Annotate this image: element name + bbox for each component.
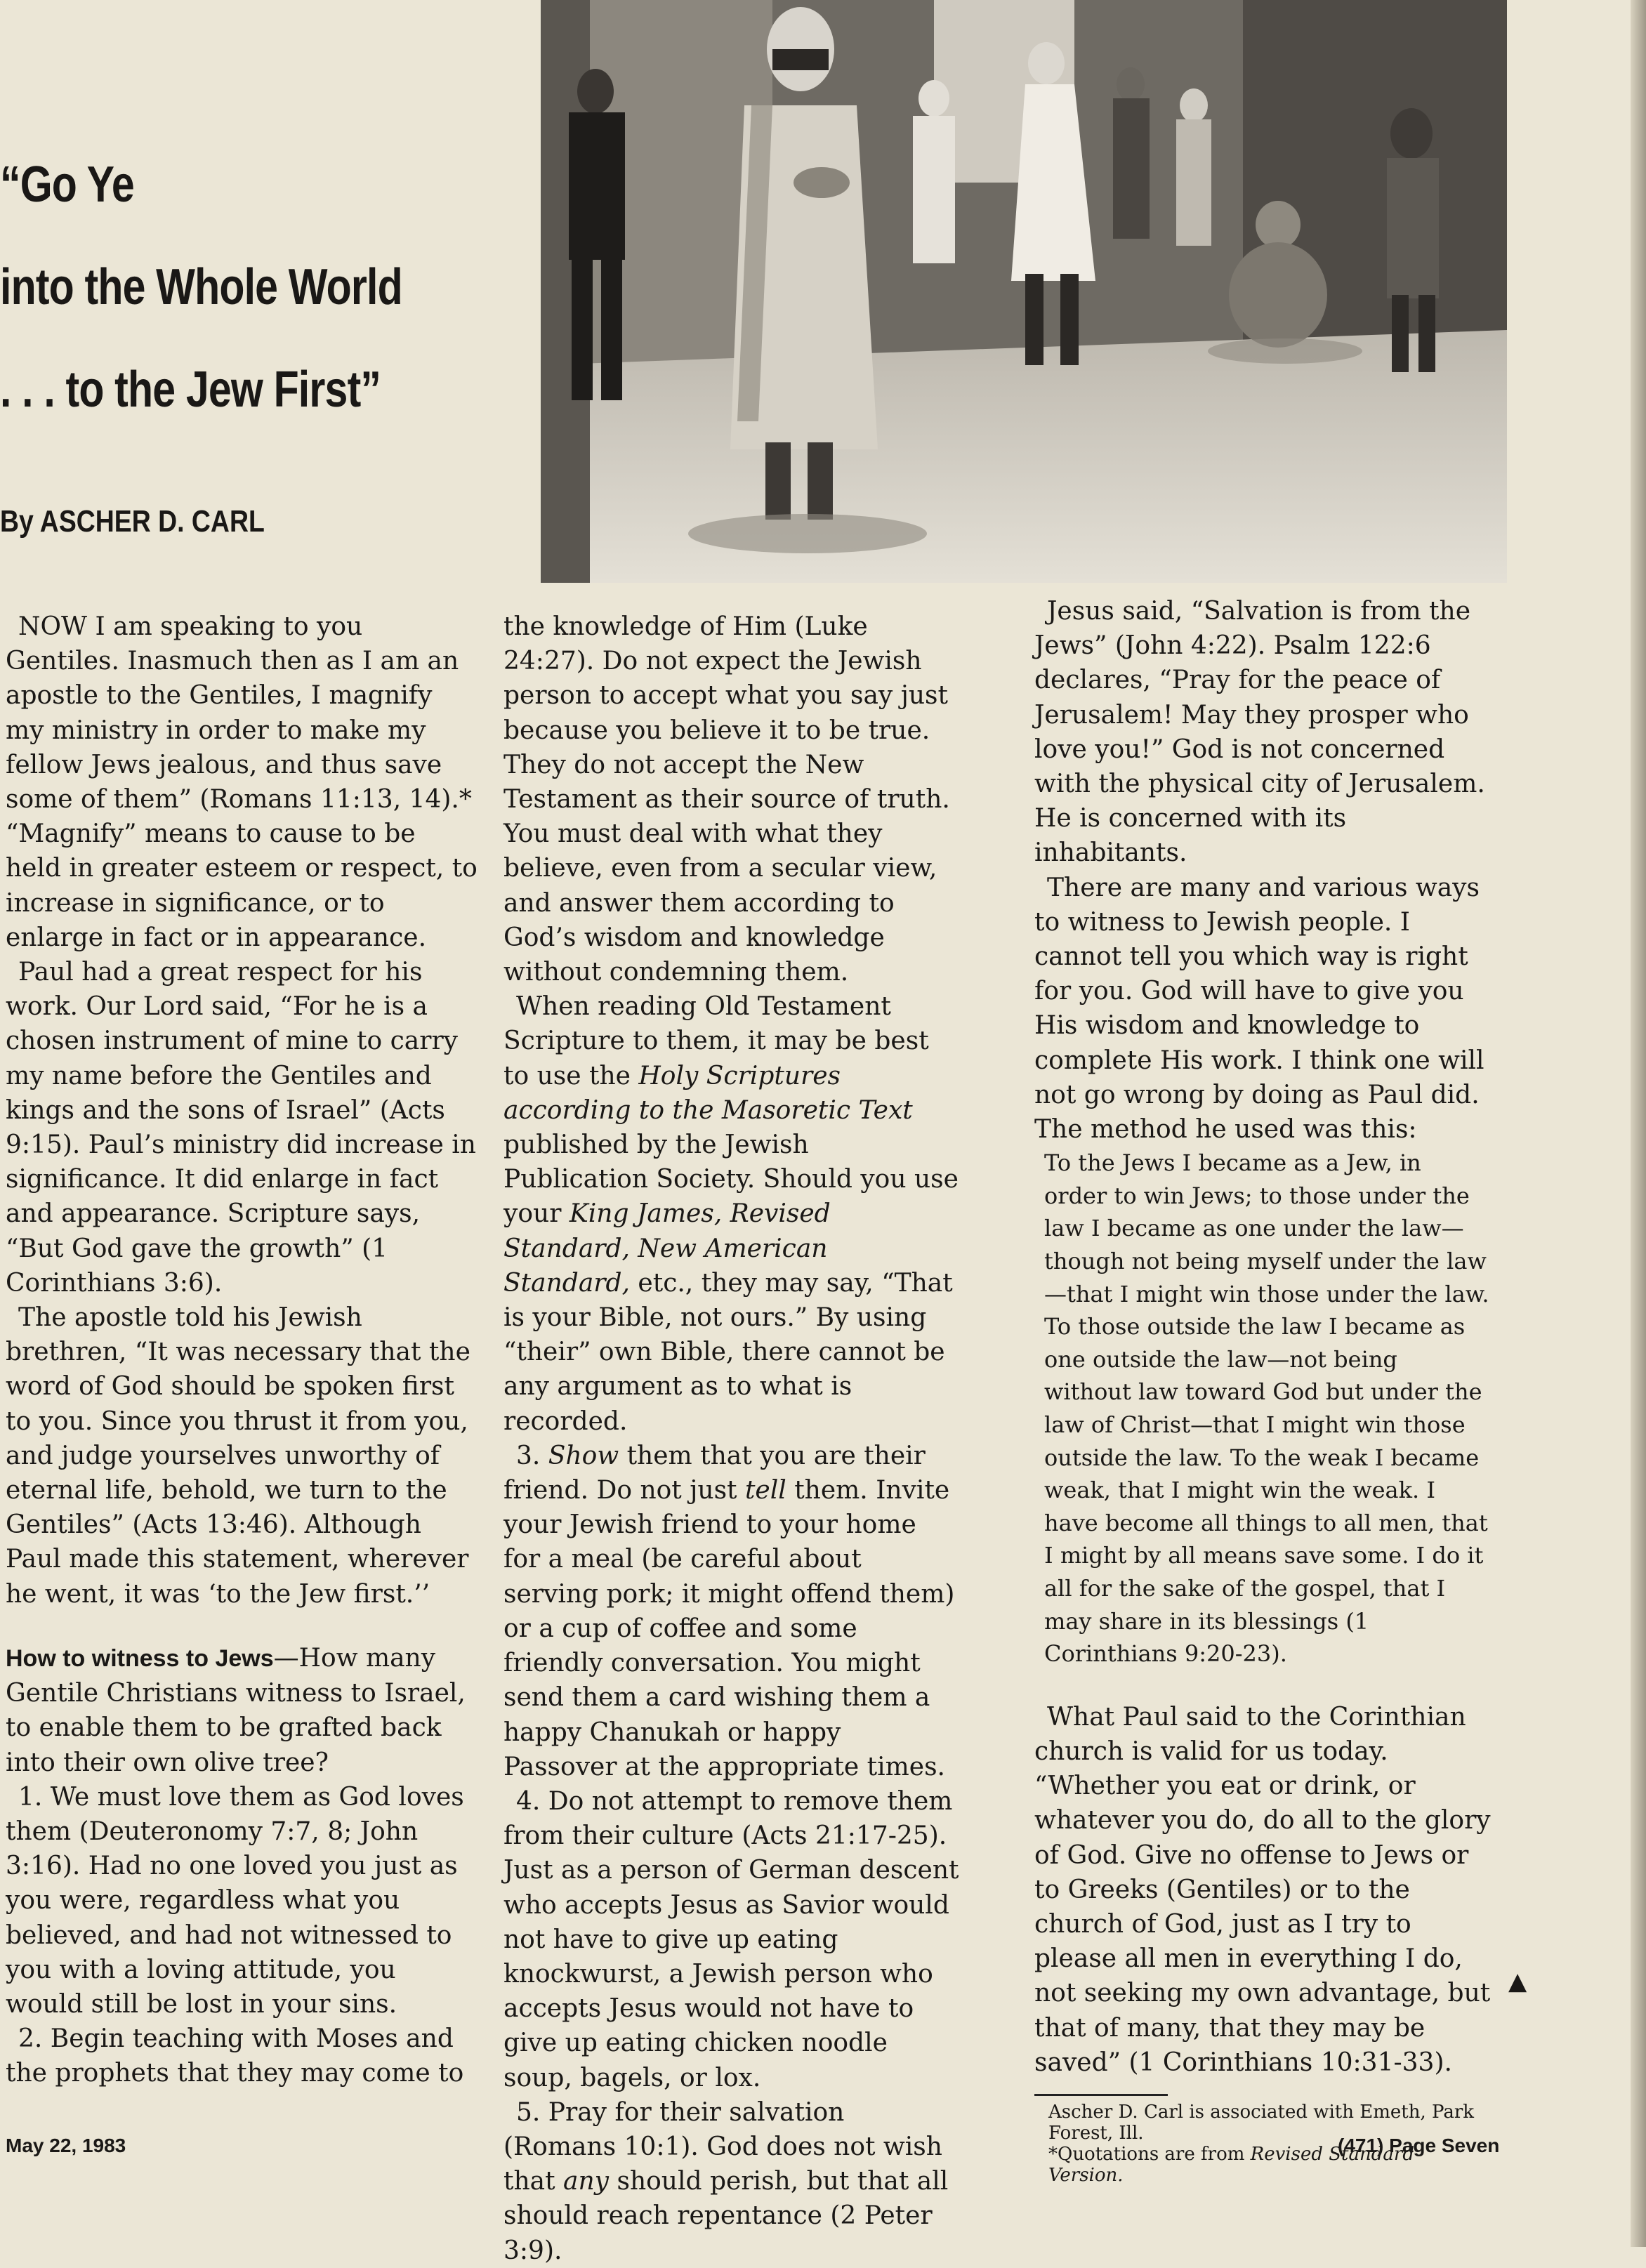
byline: By ASCHER D. CARL	[0, 504, 265, 539]
footnote-rule	[1034, 2094, 1168, 2096]
list-item: 4. Do not attempt to remove them from their culture (Acts 21:17-25). Just as a person of German descent who accepts Jesus as Savior would not have to give up eating knockwurst, a Jewish person who accepts Jesus would not have to give up eating chicken noodle soup, bagels, or lox.	[503, 1786, 959, 2092]
col1-paragraph: The apostle told his Jewish brethren, “It was necessary that the word of God should be spoken first to you. Since you thrust it from you, and judge yourselves unworthy of eternal life, behold, we turn to the Gentiles” (Acts 13:46). Although Paul made this statement, wherever he went, it was ‘to the Jew first.’’	[6, 1303, 470, 1609]
title-line-2: into the Whole World	[0, 259, 402, 315]
list-item: 2. Begin teaching with Moses and the prophets that they may come to	[6, 2024, 464, 2088]
section-lead: —How many Gentile Christians witness to Israel, to enable them to be grafted back into their own olive tree?	[6, 1643, 466, 1777]
list-item: 5. Pray for their salvation (Romans 10:1). God does not wish that any should perish, but that all should reach repentance (2 Peter 3:9).	[503, 2097, 949, 2265]
issue-date: May 22, 1983	[6, 2135, 126, 2156]
block-quote: To the Jews I became as a Jew, in order to win Jews; to those under the law I became as one under the law—though not being myself under the law—that I might win those under the law. To those outside the law I became as one outside the law—not being without law toward God but under the law of Christ—that I might win those outside the law. To the weak I became weak, that I might win the weak. I have become all things to all men, that I might by all means save some. I do it all for the sake of the gospel, that I may share in its blessings (1 Corinthians 9:20-23).	[1044, 1149, 1489, 1668]
text-column-3	[1034, 594, 1491, 2186]
col1-paragraph: NOW I am speaking to you Gentiles. Inasmuch then as I am an apostle to the Gentiles, I magnify my ministry in order to make my fellow Jews jealous, and thus save some of them” (Romans 11:13, 14).* “Magnify” means to cause to be held in greater esteem or respect, to increase in significance, or to enlarge in fact or in appearance.	[6, 612, 478, 952]
page-edge-shadow	[1631, 0, 1646, 2247]
col3-paragraph: There are many and various ways to witness to Jewish people. I cannot tell you which way is right for you. God will have to give you His wisdom and knowledge to complete His work. I think one will not go wrong by doing as Paul did. The method he used was this:	[1034, 873, 1484, 1145]
text-column-1	[6, 609, 478, 2091]
title-line-3: . . . to the Jew First”	[0, 362, 381, 418]
page-number: (471) Page Seven	[1338, 2135, 1500, 2156]
col3-paragraph: Jesus said, “Salvation is from the Jews” (John 4:22). Psalm 122:6 declares, “Pray for the peace of Jerusalem! May they prosper who love you!” God is not concerned with the physical city of Jerusalem. He is concerned with its inhabitants.	[1034, 597, 1485, 868]
col2-paragraph: the knowledge of Him (Luke 24:27). Do not expect the Jewish person to accept what you say just because you believe it to be true. They do not accept the New Testament as their source of truth. You must deal with what they believe, even from a secular view, and answer them according to God’s wisdom and knowledge without condemning them.	[503, 612, 950, 987]
list-item: 1. We must love them as God loves them (Deuteronomy 7:7, 8; John 3:16). Had no one loved you just as you were, regardless what you believed, and had not witnessed to you with a loving attitude, you would still be lost in your sins.	[6, 1782, 464, 2019]
text-column-2	[503, 609, 960, 2268]
end-of-article-triangle-icon: ▲	[1508, 1967, 1527, 1996]
col3-paragraph: What Paul said to the Corinthian church is valid for us today. “Whether you eat or drink, or whatever you do, do all to the glory of God. Give no offense to Jews or to Greeks (Gentiles) or to the church of God, just as I try to please all men in everything I do, not seeking my own advantage, but that of many, that they may be saved” (1 Corinthians 10:31-33).	[1034, 1702, 1491, 2077]
quotation-note: *Quotations are from Revised Standard Version.	[1048, 2143, 1414, 2186]
list-item: 3. Show them that you are their friend. Do not just tell them. Invite your Jewish friend to your home for a meal (be careful about serving pork; it might offend them) or a cup of coffee and some friendly conversation. You might send them a card wishing them a happy Chanukah or happy Passover at the appropriate times.	[503, 1441, 955, 1781]
section-paragraph	[6, 1641, 478, 1780]
col1-paragraph: Paul had a great respect for his work. Our Lord said, “For he is a chosen instrument of mine to carry my name before the Gentiles and kings and the sons of Israel” (Acts 9:15). Paul’s ministry did increase in significance. It did enlarge in fact and appearance. Scripture says, “But God gave the growth” (1 Corinthians 3:6).	[6, 958, 476, 1298]
article-title	[0, 133, 426, 441]
title-line-1: “Go Ye	[0, 157, 134, 213]
author-note: Ascher D. Carl is associated with Emeth, Park Forest, Ill.	[1048, 2101, 1475, 2144]
col2-paragraph: When reading Old Testament Scripture to them, it may be best to use the Holy Scriptures according to the Masoretic Text published by the Jewish Publication Society. Should you use your King James, Revised Standard, New American Standard, etc., they may say, “That is your Bible, not ours.” By using “their” own Bible, there cannot be any argument as to what is recorded.	[503, 992, 959, 1436]
street-scene-photo-icon	[541, 0, 1507, 583]
section-heading: How to witness to Jews	[6, 1644, 274, 1672]
